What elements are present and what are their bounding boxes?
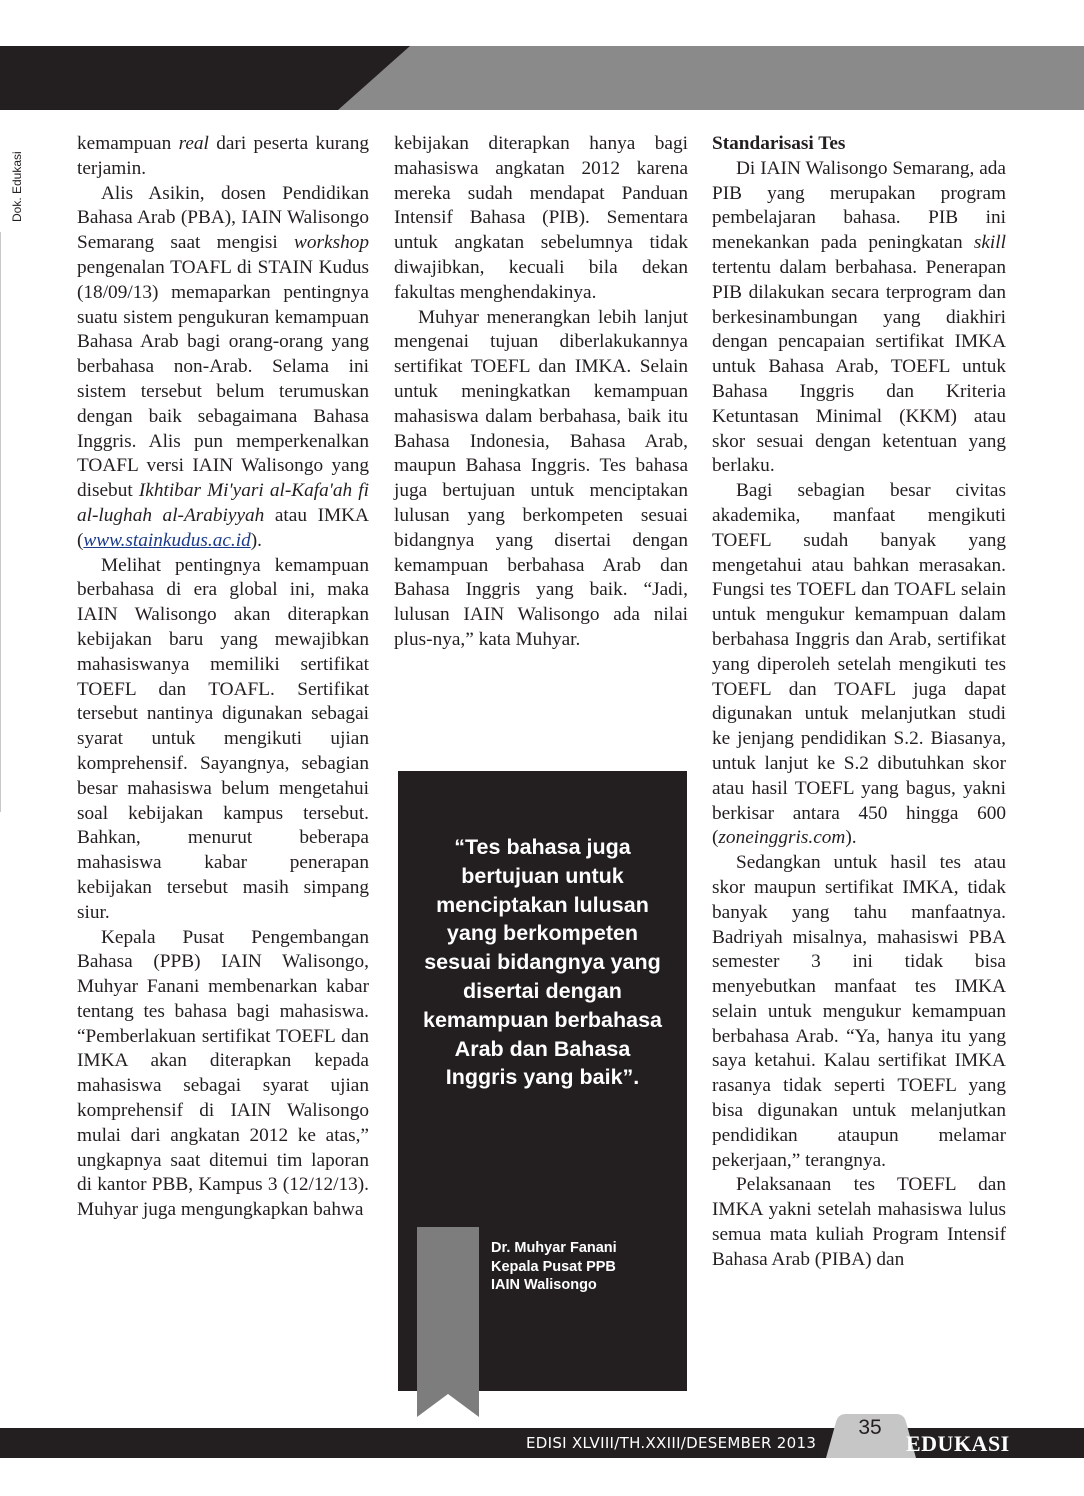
article-column-2 bbox=[394, 132, 688, 653]
source-link[interactable]: www.stainkudus.ac.id bbox=[83, 529, 251, 551]
paragraph: Sedangkan untuk hasil tes atau skor maupun sertifikat IMKA, tidak banyak yang tahu manfaatnya. Badriyah misalnya, mahasiswi PBA semester 3 ini tidak bisa menyebutkan manfaat tes IMKA selain untuk mengukur kemampuan berbahasa Arab. “Ya, hanya itu yang saya ketahui. Kalau sertifikat IMKA rasanya tidak seperti TOEFL yang bisa digunakan untuk melanjutkan pendidikan ataupun melamar pekerjaan,” terangnya. bbox=[712, 852, 1006, 1171]
header-banner-dark bbox=[0, 46, 410, 110]
paragraph: Muhyar menerangkan lebih lanjut mengenai tujuan diberlakukannya sertifikat TOEFL dan IMKA. Selain untuk meningkatkan kemampuan mahasiswa dalam berbahasa, baik itu Bahasa Indonesia, Bahasa Arab, maupun Bahasa Inggris. Tes bahasa juga bertujuan untuk menciptakan lulusan yang berkompeten sesuai bidangnya yang disertai dengan kemampuan berbahasa Arab dan Bahasa Inggris yang baik. “Jadi, lulusan IAIN Walisongo ada nilai plus-nya,” kata Muhyar. bbox=[394, 306, 688, 650]
paragraph: Bagi sebagian besar civitas akademika, manfaat mengikuti TOEFL sudah banyak yang mengetahui atau bahkan merasakan. Fungsi tes TOEFL dan TOAFL selain untuk mengukur kemampuan dalam berbahasa Inggris dan Arab, sertifikat yang diperoleh setelah mengikuti tes TOEFL dan TOAFL juga dapat digunakan untuk melanjutkan studi ke jenjang pendidikan S.2. Biasanya, untuk lanjut ke S.2 dibutuhkan skor atau hasil TOEFL yang bagus, yakni berkisar antara 450 hingga 600 (zoneinggris.com). bbox=[712, 480, 1006, 849]
paragraph: Melihat pentingnya kemampuan berbahasa di era global ini, maka IAIN Walisongo akan diterapkan kebijakan baru yang mewajibkan mahasiswanya memiliki sertifikat TOEFL dan TOAFL. Sertifikat tersebut nantinya digunakan sebagai syarat untuk mengikuti ujian komprehensif. Sayangnya, sebagian besar mahasiswa belum mengetahui soal kebijakan kampus tersebut. Bahkan, menurut beberapa mahasiswa kabar penerapan kebijakan tersebut masih simpang siur. bbox=[77, 554, 369, 923]
paragraph: Kepala Pusat Pengembangan Bahasa (PPB) IAIN Walisongo, Muhyar Fanani membenarkan kabar tentang tes bahasa bagi mahasiswa. “Pemberlakuan sertifikat TOEFL dan IMKA akan diterapkan kepada mahasiswa sebagai syarat ujian komprehensif di IAIN Walisongo mulai dari angkatan 2012 ke atas,” ungkapnya saat ditemui tim laporan di kantor PBB, Kampus 3 (12/12/13). Muhyar juga mengungkapkan bahwa bbox=[77, 926, 369, 1221]
section-subheading: Standarisasi Tes bbox=[712, 133, 846, 154]
quote-author-name: Dr. Muhyar Fanani bbox=[491, 1240, 617, 1256]
quote-author-role: Kepala Pusat PPB bbox=[491, 1258, 616, 1275]
article-column-1 bbox=[77, 132, 369, 1223]
pull-quote-text: “Tes bahasa juga bertujuan untuk menciptakan lulusan yang berkompeten sesuai bidangnya yang disertai dengan kemampuan berbahasa Arab dan Bahasa Inggris yang baik”. bbox=[423, 835, 662, 1090]
photo-credit bbox=[2, 132, 24, 222]
article-column-3 bbox=[712, 132, 1006, 1273]
photo-credit-text: Dok. Edukasi bbox=[10, 151, 24, 222]
paragraph: Alis Asikin, dosen Pendidikan Bahasa Arab (PBA), IAIN Walisongo Semarang saat mengisi workshop pengenalan TOAFL di STAIN Kudus (18/09/13) memaparkan pentingnya suatu sistem pengukuran kemampuan Bahasa Arab bagi orang-orang yang berbahasa non-Arab. Selama ini sistem tersebut belum terumuskan dengan baik sebagaimana Bahasa Inggris. Alis pun memperkenalkan TOAFL versi IAIN Walisongo yang disebut Ikhtibar Mi'yari al-Kafa'ah fi al-lughah al-Arabiyyah atau IMKA (www.stainkudus.ac.id). bbox=[77, 182, 369, 551]
paragraph: Di IAIN Walisongo Semarang, ada PIB yang merupakan program pembelajaran bahasa. PIB ini menekankan pada peningkatan skill tertentu dalam berbahasa. Penerapan PIB dilakukan secara terprogram dan berkesinambungan yang diakhiri dengan pencapaian sertifikat IMKA untuk Bahasa Arab, TOEFL untuk Bahasa Inggris dan Kriteria Ketuntasan Minimal (KKM) atau skor sesuai dengan ketentuan yang berlaku. bbox=[712, 157, 1006, 477]
paragraph: kemampuan real dari peserta kurang terjamin. bbox=[77, 133, 369, 179]
magazine-brand: EDUKASI bbox=[906, 1431, 1010, 1456]
bookmark-ribbon-icon bbox=[417, 1227, 479, 1417]
paragraph: kebijakan diterapkan hanya bagi mahasiswa angkatan 2012 karena mereka sudah mendapat Panduan Intensif Bahasa (PIB). Sementara untuk angkatan sebelumnya tidak diwajibkan, kecuali bila dekan fakultas menghendakinya. bbox=[394, 133, 688, 303]
quote-author bbox=[491, 1239, 617, 1295]
footer-edition: EDISI XLVIII/TH.XXIII/DESEMBER 2013 bbox=[526, 1434, 817, 1452]
page-number: 35 bbox=[858, 1416, 882, 1439]
header-banner bbox=[0, 46, 1084, 110]
quote-author-institution: IAIN Walisongo bbox=[491, 1277, 597, 1293]
paragraph: Pelaksanaan tes TOEFL dan IMKA yakni setelah mahasiswa lulus semua mata kuliah Program Intensif Bahasa Arab (PIBA) dan bbox=[712, 1174, 1006, 1270]
side-divider bbox=[0, 232, 1, 812]
